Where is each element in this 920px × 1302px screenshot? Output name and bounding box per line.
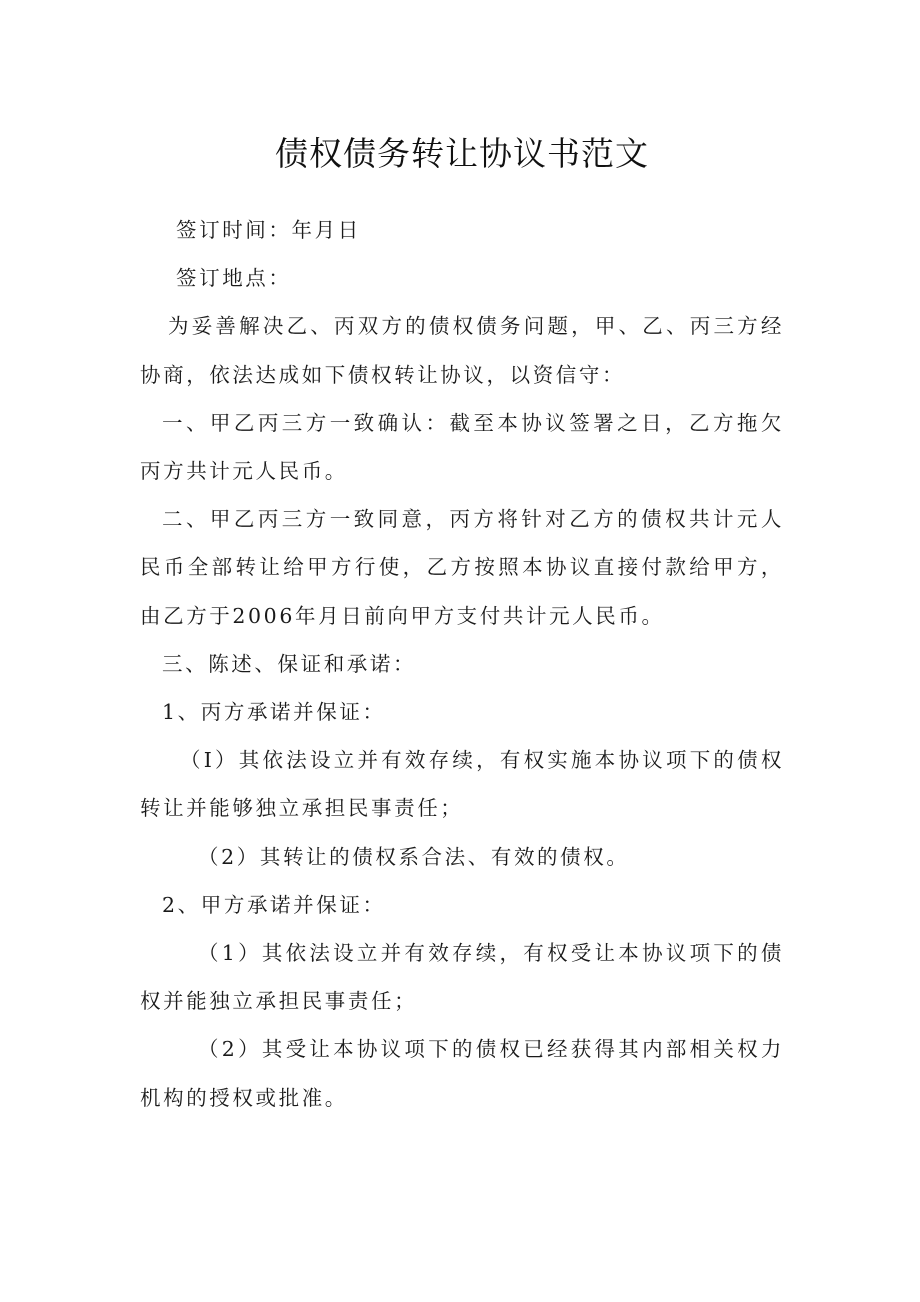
clause-3-1-heading: 1、丙方承诺并保证： (162, 700, 386, 725)
clause-2: 二、甲乙丙三方一致同意，丙方将针对乙方的债权共计元人民币全部转让给甲方行使，乙方按照本协议直接付款给甲方，由乙方于2006年月日前向甲方支付共计元人民币。 (140, 507, 784, 628)
clause-3-1-item-1: （I）其依法设立并有效存续，有权实施本协议项下的债权转让并能够独立承担民事责任； (140, 748, 784, 821)
clause-3-heading: 三、陈述、保证和承诺： (162, 651, 417, 676)
signing-place: 签订地点： (176, 266, 292, 291)
clause-1: 一、甲乙丙三方一致确认：截至本协议签署之日，乙方拖欠丙方共计元人民币。 (140, 410, 784, 484)
clause-3-1-item-2: （2）其转让的债权系合法、有效的债权。 (198, 844, 630, 869)
preamble-paragraph: 为妥善解决乙、丙双方的债权债务问题，甲、乙、丙三方经协商，依法达成如下债权转让协议，以资信守： (140, 314, 784, 387)
clause-3-2-item-2: （2）其受让本协议项下的债权已经获得其内部相关权力机构的授权或批准。 (140, 1037, 784, 1110)
document-title: 债权债务转让协议书范文 (275, 134, 649, 173)
clause-3-2-heading: 2、甲方承诺并保证： (162, 892, 386, 917)
document-body (140, 206, 784, 1122)
signing-date: 签订时间：年月日 (176, 218, 361, 242)
clause-3-2-item-1: （1）其依法设立并有效存续，有权受让本协议项下的债权并能独立承担民事责任； (140, 941, 784, 1014)
